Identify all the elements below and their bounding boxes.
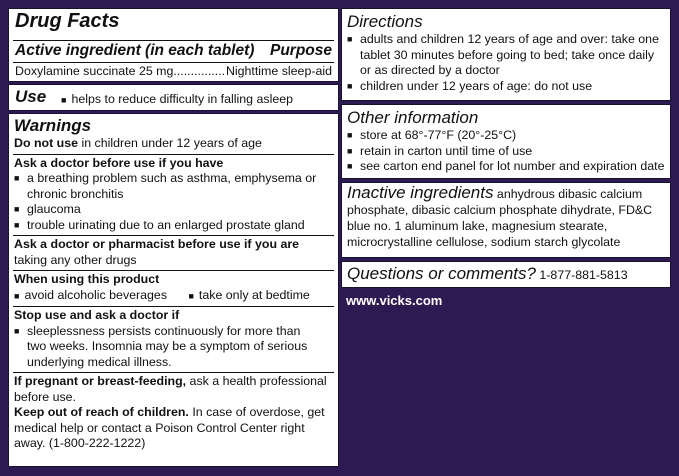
bullet-icon: ■: [347, 161, 353, 171]
bullet-icon: ■: [347, 130, 353, 140]
do-not-use-line: [14, 136, 333, 152]
warnings-panel: [8, 113, 339, 467]
other-info-item-text: retain in carton until time of use: [360, 143, 533, 158]
questions-panel: [341, 261, 671, 288]
questions-heading: Questions or comments?: [347, 264, 536, 283]
bullet-icon: ■: [14, 173, 20, 183]
keep-out-bold: Keep out of reach of children.: [14, 405, 189, 419]
other-info-item: [347, 144, 665, 160]
inactive-ingredients-list: anhydrous dibasic calcium phosphate, dibasic calcium phosphate dihydrate, FD&C blue no. 1 aluminum lake, magnesium stearate, microcrystalline cellulose, sodium starch glycolate: [347, 187, 653, 249]
directions-heading: Directions: [347, 12, 423, 31]
divider: [13, 40, 334, 41]
divider: [13, 372, 334, 373]
other-info-item-text: see carton end panel for lot number and expiration date: [360, 159, 665, 173]
keep-out-rest: In case of overdose, get medical help or contact a Poison Control Center right away. (1-800-222-1222): [14, 405, 325, 450]
other-info-item: [347, 128, 665, 144]
bullet-icon: ■: [14, 219, 20, 230]
ask-pharmacist-text: taking any other drugs: [14, 252, 137, 267]
divider: [13, 270, 334, 271]
stop-use-item: [14, 324, 333, 371]
keep-out-line: [14, 405, 333, 452]
directions-item-text: adults and children 12 years of age and over: take one tablet 30 minutes before going to bed; take once daily or as directed by a doctor: [360, 32, 659, 77]
do-not-use-rest: in children under 12 years of age: [78, 136, 262, 150]
ask-doctor-item-text: a breathing problem such as asthma, emphysema or chronic bronchitis: [27, 171, 317, 201]
when-using-item: avoid alcoholic beverages: [24, 287, 168, 302]
do-not-use-bold: Do not use: [14, 136, 79, 150]
directions-panel: [341, 8, 671, 101]
ask-doctor-item-text: trouble urinating due to an enlarged prostate gland: [27, 217, 305, 232]
bullet-icon: ■: [14, 290, 20, 301]
bullet-icon: ■: [188, 290, 194, 301]
questions-phone: 1-877-881-5813: [535, 268, 628, 282]
ask-pharmacist-heading: Ask a doctor or pharmacist before use if you are: [14, 237, 300, 251]
bullet-icon: ■: [347, 80, 353, 91]
bullet-icon: ■: [61, 95, 67, 105]
ask-doctor-item: [14, 218, 333, 234]
pregnant-line: [14, 374, 333, 405]
when-using-item: take only at bedtime: [198, 287, 310, 302]
divider: [13, 235, 334, 236]
bullet-icon: ■: [14, 325, 20, 336]
divider: [13, 62, 334, 63]
divider: [13, 306, 334, 307]
divider: [13, 154, 334, 155]
bullet-icon: ■: [14, 204, 20, 214]
drug-facts-panel: [8, 8, 339, 82]
warnings-heading: Warnings: [14, 116, 92, 135]
use-text-value: helps to reduce difficulty in falling asleep: [71, 92, 293, 106]
other-info-item-text: store at 68°-77°F (20°-25°C): [360, 128, 517, 142]
directions-item-text: children under 12 years of age: do not use: [360, 78, 593, 93]
use-text: [61, 92, 293, 109]
bullet-icon: ■: [347, 34, 353, 44]
stop-use-heading: Stop use and ask a doctor if: [14, 308, 180, 322]
other-info-heading: Other information: [347, 108, 479, 127]
use-panel: [8, 84, 339, 111]
ask-doctor-item: [14, 171, 333, 202]
ask-doctor-item: [14, 202, 333, 218]
purpose-heading: Purpose: [269, 42, 332, 59]
use-heading: Use: [15, 87, 47, 106]
website-link[interactable]: www.vicks.com: [346, 293, 443, 308]
directions-item: [347, 79, 665, 95]
ask-doctor-item-text: glaucoma: [27, 202, 81, 216]
stop-use-item-text: sleeplessness persists continuously for more than two weeks. Insomnia may be a symptom of serious underlying medical illness.: [27, 323, 308, 369]
when-using-heading: When using this product: [14, 272, 160, 286]
inactive-ingredients-heading: Inactive ingredients: [347, 183, 494, 202]
active-ingredient-line: Doxylamine succinate 25 mg...............: [15, 64, 226, 78]
other-info-item: [347, 159, 665, 175]
inactive-ingredients-panel: [341, 182, 671, 258]
pregnant-bold: If pregnant or breast-feeding,: [14, 374, 187, 388]
inactive-ingredients-text: [347, 185, 665, 250]
active-ingredient-heading: Active ingredient (in each tablet): [15, 42, 255, 59]
bullet-icon: ■: [347, 145, 353, 156]
drug-facts-title: Drug Facts: [15, 10, 120, 32]
purpose-value: Nighttime sleep-aid: [225, 64, 332, 78]
when-using-items: [14, 288, 333, 305]
directions-item: [347, 32, 665, 79]
other-information-panel: [341, 104, 671, 179]
pregnant-rest: ask a health professional before use.: [14, 374, 327, 404]
ask-doctor-heading: Ask a doctor before use if you have: [14, 155, 224, 170]
